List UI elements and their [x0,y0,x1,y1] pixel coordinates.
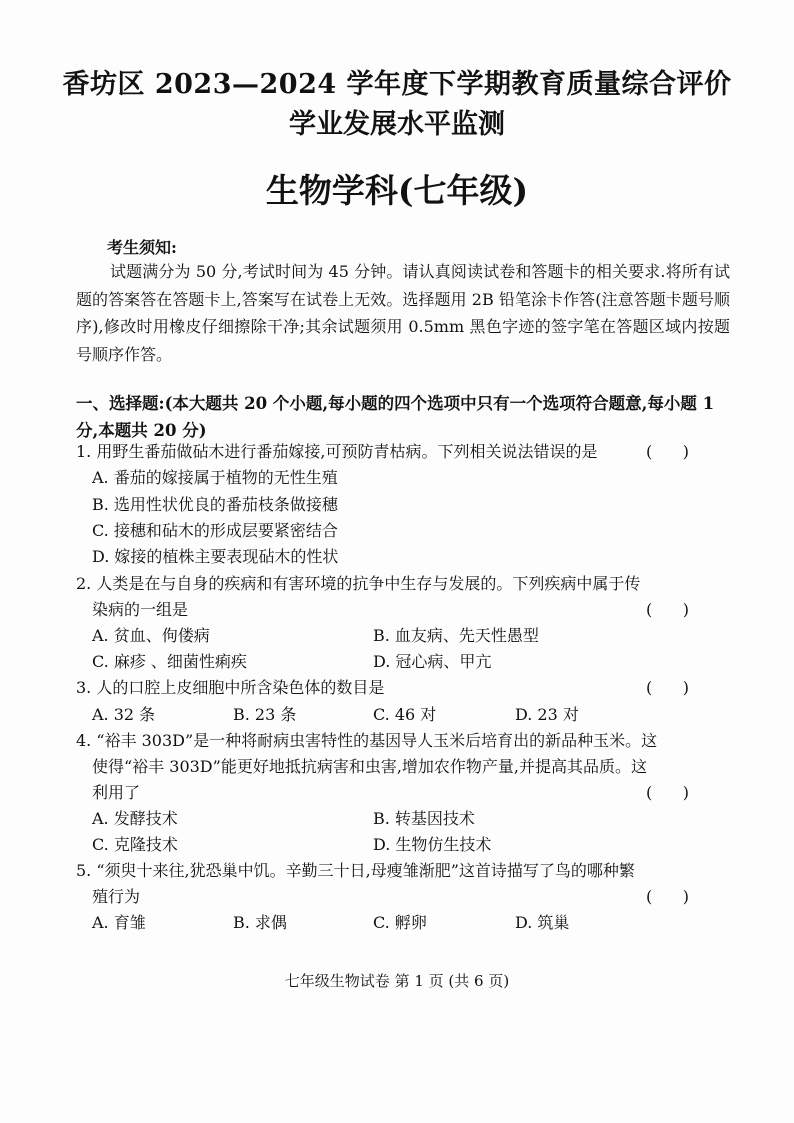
question-2-stem-line1: 2. 人类是在与自身的疾病和有害环境的抗争中生存与发展的。下列疾病中属于传 [76,574,641,593]
question-5-option-c: C. 孵卵 [373,913,427,932]
question-4-option-d: D. 生物仿生技术 [373,835,492,854]
question-3-option-b: B. 23 条 [233,705,297,724]
question-3-option-d: D. 23 对 [515,705,579,724]
question-4-answer-blank: ( ) [646,783,689,802]
question-5-answer-blank: ( ) [646,887,689,906]
question-2-option-a: A. 贫血、佝偻病 [92,626,210,645]
question-1-stem: 1. 用野生番茄做砧木进行番茄嫁接,可预防青枯病。下列相关说法错误的是 [76,442,598,461]
question-5-option-a: A. 育雏 [92,913,146,932]
question-1-option-b: B. 选用性状优良的番茄枝条做接穗 [92,495,338,514]
notice-heading: 考生须知: [107,238,177,257]
exam-title-line1: 香坊区 2023—2024 学年度下学期教育质量综合评价 [62,69,732,100]
question-1-answer-blank: ( ) [646,442,689,461]
question-4-option-c: C. 克隆技术 [92,835,178,854]
question-3-stem: 3. 人的口腔上皮细胞中所含染色体的数目是 [76,678,385,697]
question-4-stem-line1: 4. “裕丰 303D”是一种将耐病虫害特性的基因导人玉米后培育出的新品种玉米。这 [76,731,658,750]
question-5-option-b: B. 求偶 [233,913,287,932]
section-heading: 一、选择题:(本大题共 20 个小题,每小题的四个选项中只有一个选项符合题意,每小题 1 分,本题共 20 分) [76,394,715,440]
question-4-stem-line2: 使得“裕丰 303D”能更好地抵抗病害和虫害,增加农作物产量,并提高其品质。这 [92,757,647,776]
question-5-option-d: D. 筑巢 [515,913,570,932]
page-footer: 七年级生物试卷 第 1 页 (共 6 页) [284,972,510,990]
exam-title-line2: 学业发展水平监测 [289,109,505,140]
question-2-answer-blank: ( ) [646,600,689,619]
question-1-option-a: A. 番茄的嫁接属于植物的无性生殖 [92,468,338,487]
question-1-option-c: C. 接穗和砧木的形成层要紧密结合 [92,521,338,540]
question-5-stem-line1: 5. “须臾十来往,犹恐巢中饥。辛勤三十日,母瘦雏渐肥”这首诗描写了鸟的哪种繁 [76,861,635,880]
question-3-option-c: C. 46 对 [373,705,437,724]
question-3-option-a: A. 32 条 [92,705,156,724]
question-1-option-d: D. 嫁接的植株主要表现砧木的性状 [92,547,339,566]
notice-body: 试题满分为 50 分,考试时间为 45 分钟。请认真阅读试卷和答题卡的相关要求.将所有试题的答案答在答题卡上,答案写在试卷上无效。选择题用 2B 铅笔涂卡作答(注意答题卡题号顺序),修改时用橡皮仔细擦除干净;其余试题须用 0.5mm 黑色字迹的签字笔在答题区域内按题号顺序作答。 [76,262,730,364]
question-5-stem-line2: 殖行为 [92,887,141,906]
question-2-option-c: C. 麻疹 、细菌性痢疾 [92,652,247,671]
subject-title: 生物学科(七年级) [265,171,529,210]
question-2-option-b: B. 血友病、先天性愚型 [373,626,539,645]
question-3-answer-blank: ( ) [646,678,689,697]
question-4-option-a: A. 发酵技术 [92,809,178,828]
question-2-option-d: D. 冠心病、甲亢 [373,652,492,671]
question-2-stem-line2: 染病的一组是 [92,600,189,619]
question-4-stem-line3: 利用了 [92,783,141,802]
question-4-option-b: B. 转基因技术 [373,809,475,828]
